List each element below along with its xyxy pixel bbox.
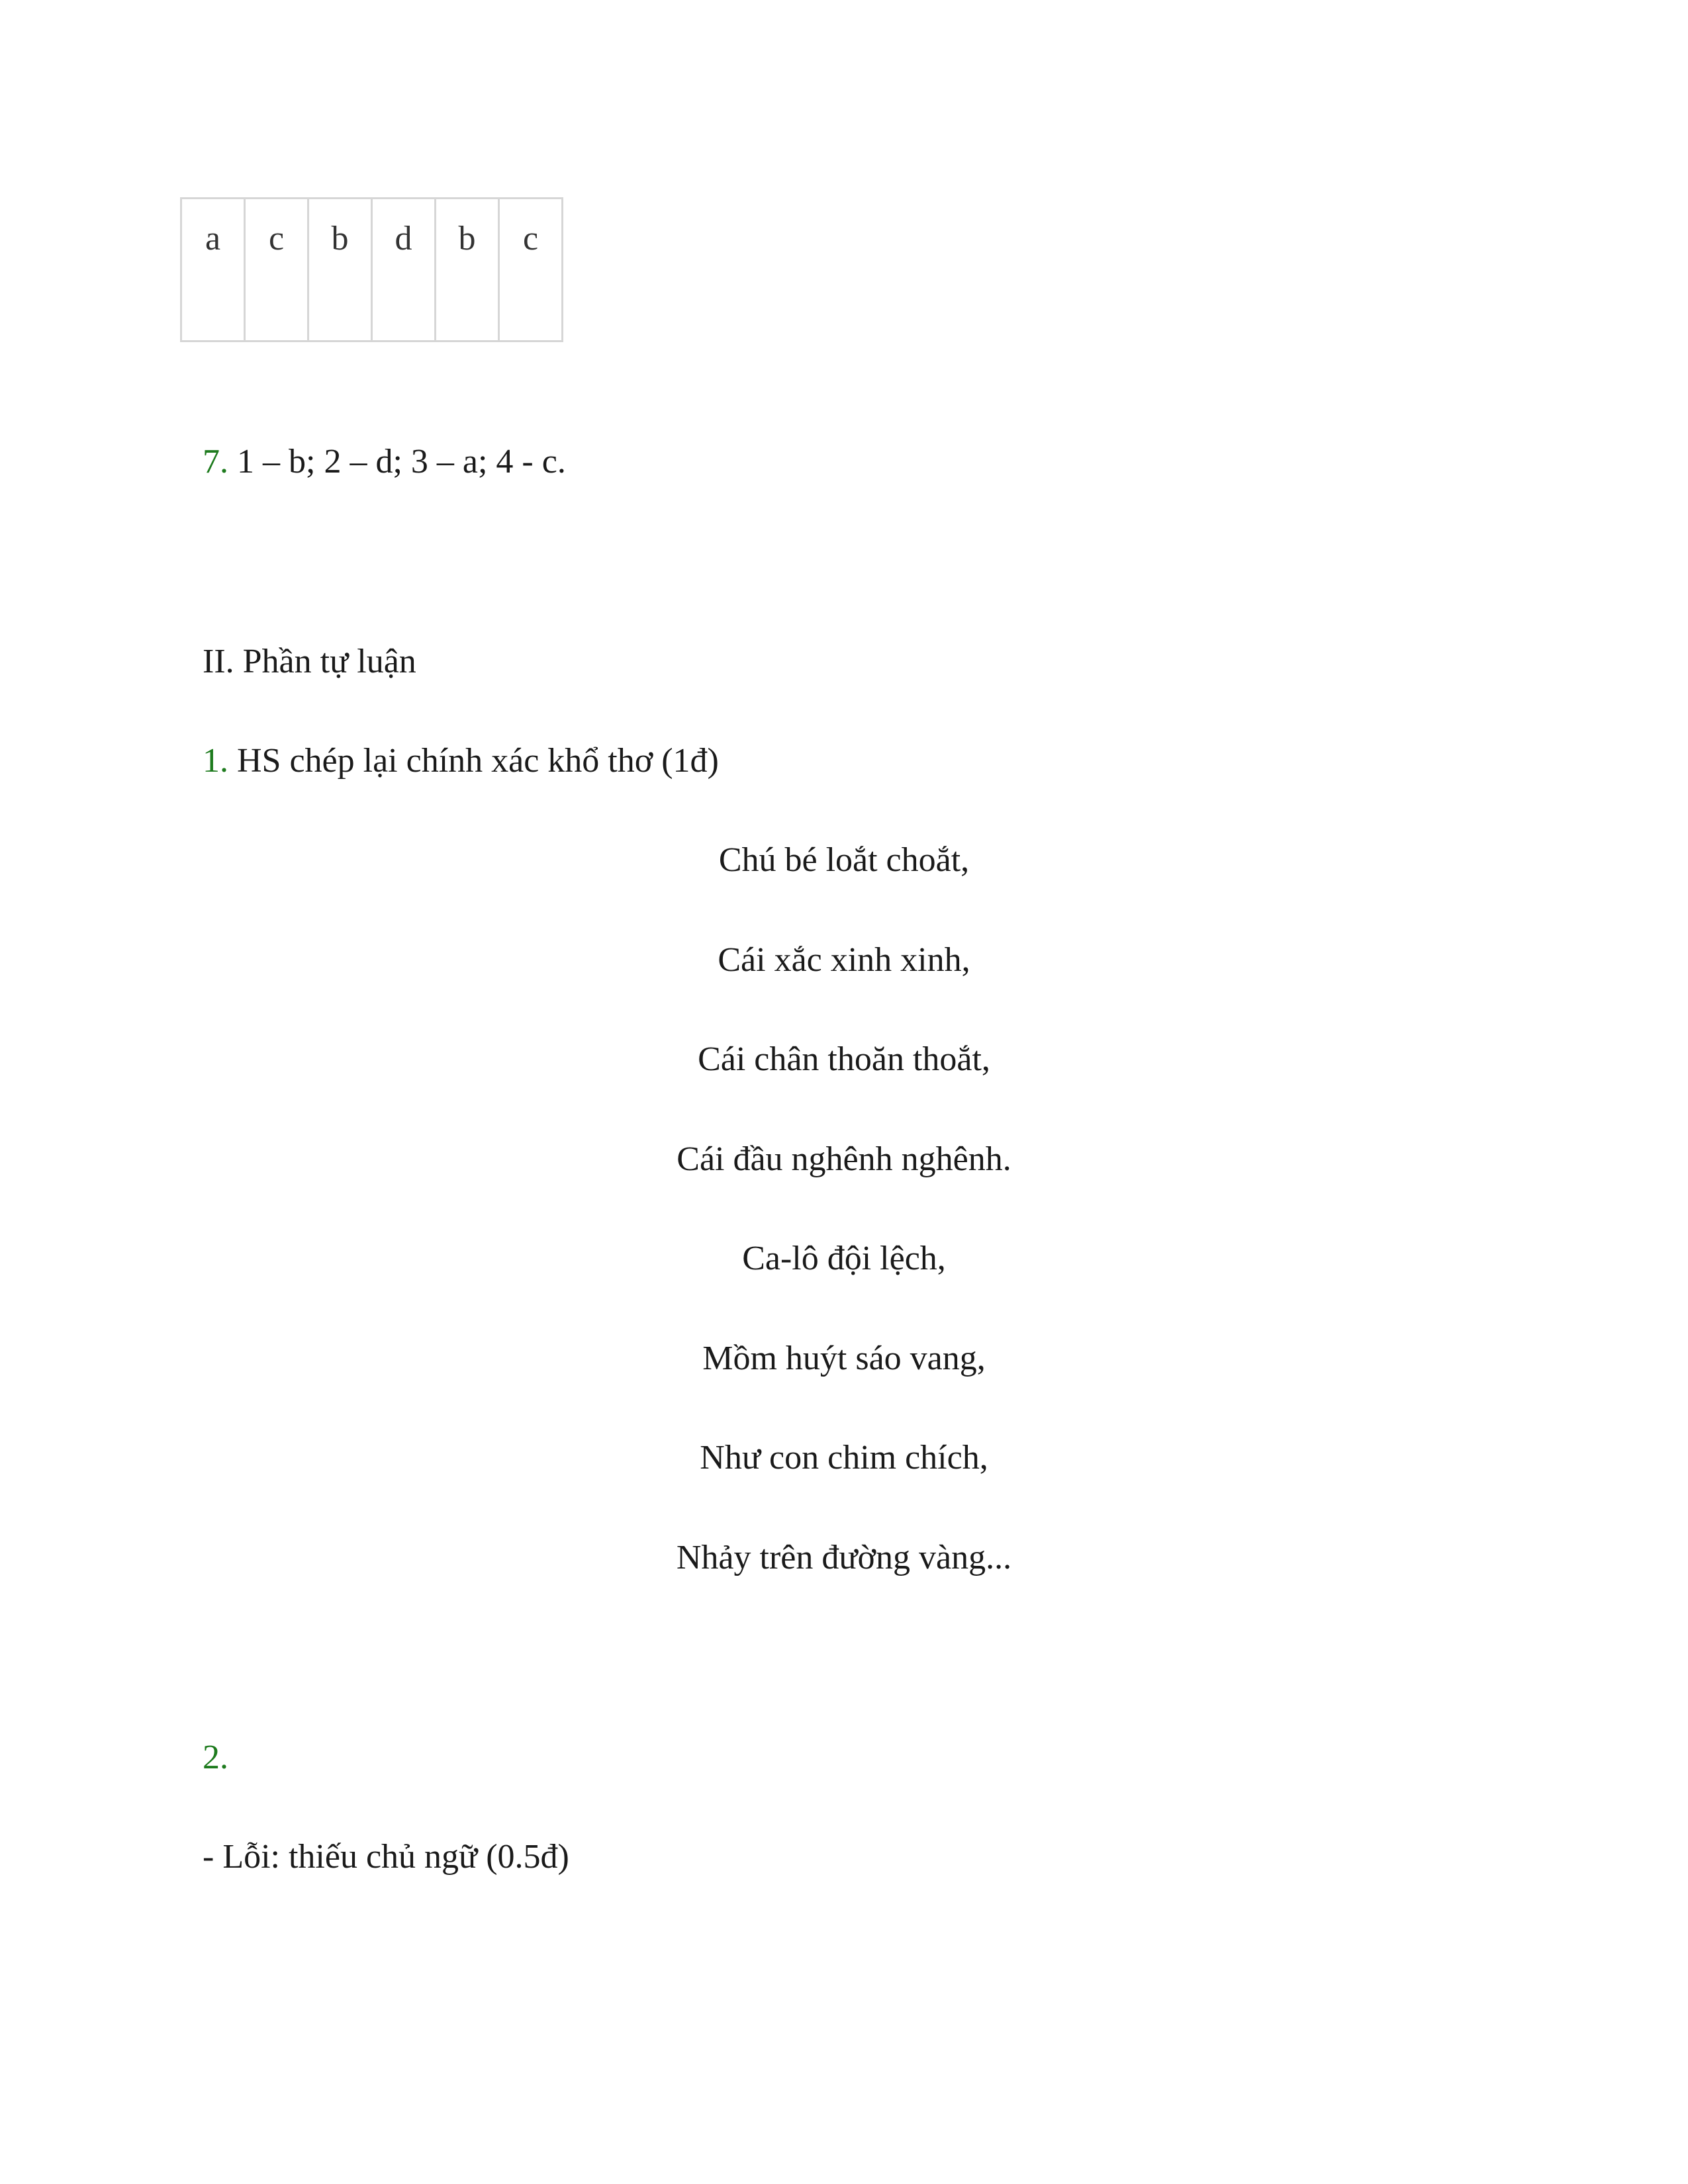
answer-cell [436, 199, 499, 341]
answer-cell [308, 199, 372, 341]
question-2-number: 2. [203, 1739, 228, 1776]
poem-line: Cái xắc xinh xinh, [718, 941, 970, 979]
poem-line: Ca-lô đội lệch, [742, 1240, 946, 1277]
poem-line: Cái đầu nghênh nghênh. [677, 1140, 1011, 1178]
question-7-text: 1 – b; 2 – d; 3 – a; 4 - c. [228, 443, 566, 480]
poem-line: Nhảy trên đường vàng... [676, 1539, 1012, 1576]
answer-table [180, 197, 563, 342]
poem-line: Như con chim chích, [700, 1439, 988, 1477]
poem-line: Chú bé loắt choắt, [718, 841, 970, 879]
question-1-answer [203, 744, 719, 778]
answer-cell [245, 199, 308, 341]
question-7-number: 7. [203, 443, 228, 480]
answer-cell-text: d [395, 220, 412, 257]
question-1-text: HS chép lại chính xác khổ thơ (1đ) [228, 742, 719, 780]
question-2-error: - Lỗi: thiếu chủ ngữ (0.5đ) [203, 1838, 569, 1876]
section-heading: II. Phần tự luận [203, 643, 416, 680]
answer-cell [499, 199, 563, 341]
answer-cell [372, 199, 436, 341]
answer-table-row [181, 199, 563, 341]
answer-cell-text: b [331, 220, 349, 257]
question-7-answer [203, 445, 566, 479]
poem-line: Mồm huýt sáo vang, [702, 1340, 986, 1377]
answer-cell [181, 199, 245, 341]
answer-cell-text: c [522, 220, 539, 257]
question-1-number: 1. [203, 742, 228, 780]
answer-cell-text: b [458, 220, 476, 257]
answer-cell-text: c [268, 220, 285, 257]
answer-cell-text: a [205, 220, 221, 257]
poem-line: Cái chân thoăn thoắt, [698, 1040, 990, 1078]
